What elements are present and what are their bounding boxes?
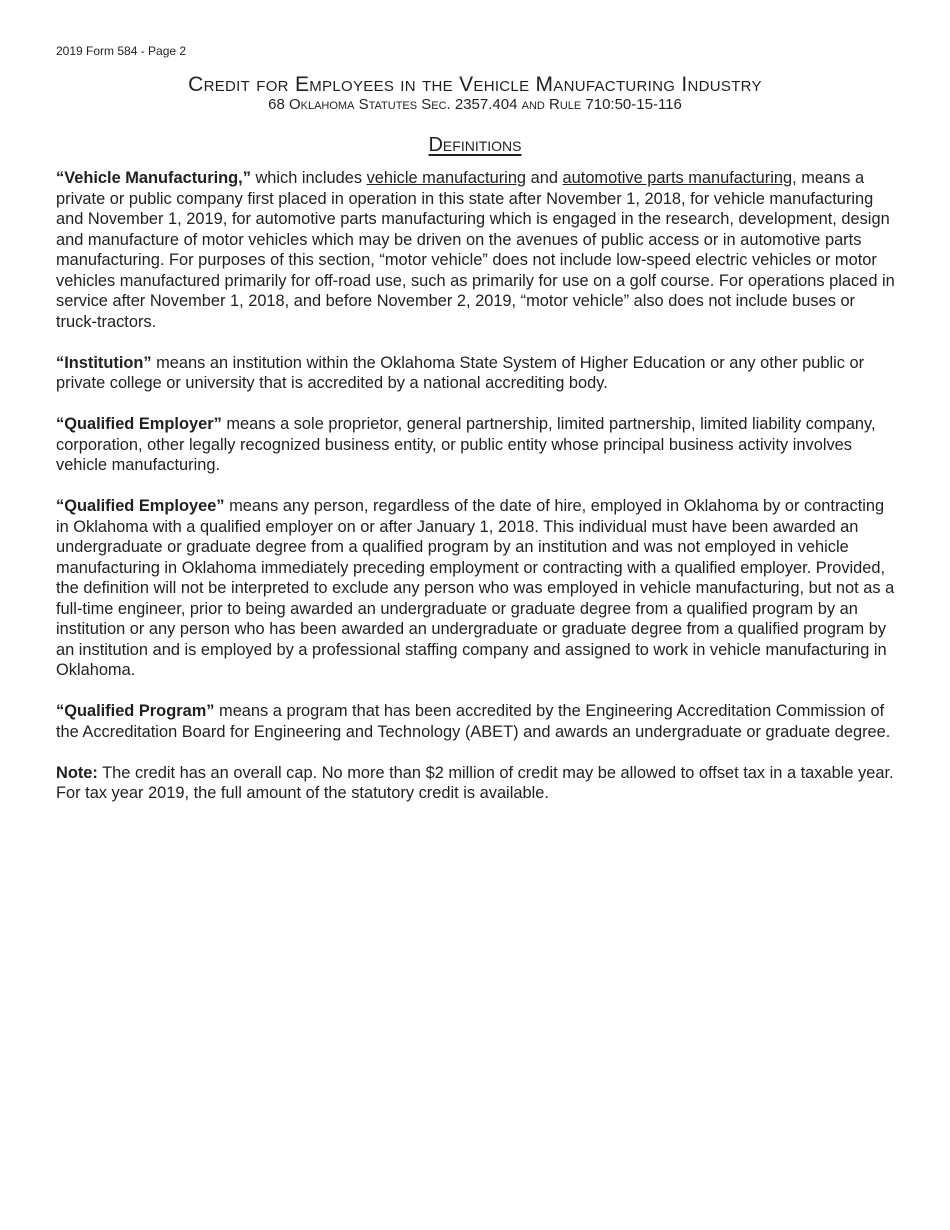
definition-text: and [526, 169, 563, 187]
title-block [0, 74, 950, 114]
definition-qualified-program [56, 701, 896, 742]
definition-text: which includes [250, 169, 367, 187]
definition-qualified-employee [56, 496, 896, 681]
note-label: Note: [56, 763, 98, 782]
definition-qualified-employer [56, 414, 896, 476]
definition-text: means a sole proprietor, general partnership, limited partnership, limited liability company, corporation, other legally recognized business entity, or public entity whose principal business activity involves vehicle manufacturing. [56, 415, 876, 474]
underlined-vehicle-manufacturing: vehicle manufacturing [366, 169, 527, 187]
definition-text: , means a private or public company first placed in operation in this state after November 1, 2018, for vehicle manufacturing and November 1, 2019, for automotive parts manufacturing which is engaged in the research, development, design and manufacture of motor vehicles which may be driven on the avenues of public access or in automotive parts manufacturing. For purposes of this section, “motor vehicle” does not include low-speed electric vehicles or motor vehicles manufactured primarily for off-road use, such as primarily for use on a golf course. For operations placed in service after November 1, 2018, and before November 2, 2019, “motor vehicle” also does not include buses or truck-tractors. [56, 169, 895, 331]
definition-vehicle-manufacturing [56, 168, 896, 332]
definition-institution [56, 353, 896, 394]
definition-text: means any person, regardless of the date of hire, employed in Oklahoma by or contracting in Oklahoma with a qualified employer on or after January 1, 2018. This individual must have been awarded an undergraduate or graduate degree from a qualified program by an institution and was not employed in vehicle manufacturing in Oklahoma immediately preceding employment or contracting with a qualified employer. Provided, the definition will not be interpreted to exclude any person who was employed in vehicle manufacturing, but not as a full-time engineer, prior to being awarded an undergraduate or graduate degree from a qualified program by an institution or any person who has been awarded an undergraduate or graduate degree from a qualified program by an institution and is employed by a professional staffing company and assigned to work in vehicle manufacturing in Oklahoma. [56, 497, 895, 679]
term-institution: “Institution” [56, 353, 152, 372]
definitions-body [56, 168, 896, 824]
note-text: The credit has an overall cap. No more than $2 million of credit may be allowed to offset tax in a taxable year. For tax year 2019, the full amount of the statutory credit is available. [56, 763, 894, 802]
term-qualified-program: “Qualified Program” [56, 702, 215, 720]
statute-reference: 68 Oklahoma Statutes Sec. 2357.404 and Rule 710:50-15-116 [268, 96, 682, 113]
term-qualified-employee: “Qualified Employee” [56, 497, 225, 515]
page-label: 2019 Form 584 - Page 2 [56, 44, 187, 58]
note-paragraph [56, 763, 896, 804]
underlined-automotive-parts: automotive parts manufacturing [562, 169, 793, 187]
term-qualified-employer: “Qualified Employer” [56, 415, 222, 433]
definitions-heading: Definitions [428, 134, 522, 156]
form-title: Credit for Employees in the Vehicle Manufacturing Industry [188, 73, 762, 96]
term-vehicle-manufacturing: “Vehicle Manufacturing,” [56, 169, 251, 187]
definition-text: means a program that has been accredited by the Engineering Accreditation Commission of the Accreditation Board for Engineering and Technology (ABET) and awards an undergraduate or graduate degree. [56, 702, 891, 741]
definition-text: means an institution within the Oklahoma State System of Higher Education or any other public or private college or university that is accredited by a national accrediting body. [56, 353, 865, 392]
